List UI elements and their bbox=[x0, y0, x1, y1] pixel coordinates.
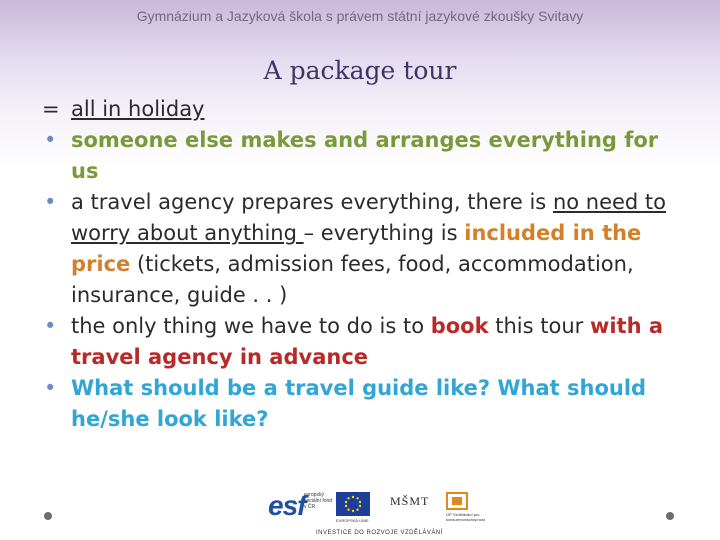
eu-caption: EVROPSKÁ UNIE bbox=[336, 518, 369, 523]
bullet-icon: • bbox=[44, 314, 57, 338]
list-item bbox=[44, 94, 684, 125]
item-text-part: the only thing we have to do is to bbox=[71, 314, 431, 338]
esf-logo bbox=[268, 490, 333, 526]
op-caption: OP Vzdělávání pro konkurenceschopnost bbox=[446, 512, 485, 522]
item-text: all in holiday bbox=[71, 97, 205, 121]
left-dot-decoration bbox=[44, 512, 52, 520]
item-text-part: a travel agency prepares everything, there is bbox=[71, 190, 553, 214]
item-text-highlight: included in the price bbox=[71, 221, 642, 276]
eu-flag-logo bbox=[336, 492, 370, 523]
msmt-logo-text: MŠMT bbox=[390, 494, 430, 508]
equals-marker: = bbox=[42, 97, 60, 121]
esf-caption: evropský sociální fond v ČR bbox=[304, 492, 333, 510]
msmt-logo bbox=[386, 488, 436, 528]
item-text: someone else makes and arranges everything for us bbox=[71, 128, 659, 183]
bullet-icon: • bbox=[44, 190, 57, 214]
item-text-part: – everything is bbox=[303, 221, 465, 245]
list-item bbox=[44, 187, 684, 311]
esf-logo-text: esf bbox=[268, 490, 306, 521]
funding-logos bbox=[268, 488, 688, 540]
op-vk-logo bbox=[446, 492, 490, 526]
item-text-part: this tour bbox=[488, 314, 590, 338]
header-school-name: Gymnázium a Jazyková škola s právem státní jazykové zkoušky Svitavy bbox=[136, 8, 584, 24]
bullet-icon: • bbox=[44, 376, 57, 400]
item-text-highlight: with a travel agency in advance bbox=[71, 314, 664, 369]
item-text-part: (tickets, admission fees, food, accommodation, insurance, guide . . ) bbox=[71, 252, 634, 307]
slide-title: A package tour bbox=[263, 56, 457, 85]
item-text-highlight: book bbox=[430, 314, 489, 338]
op-logo-icon bbox=[446, 492, 468, 510]
bullet-icon: • bbox=[44, 128, 57, 152]
item-text-underlined: no need to worry about anything bbox=[71, 190, 667, 245]
list-item bbox=[44, 373, 684, 435]
eu-stars-icon bbox=[336, 492, 370, 516]
bullet-list bbox=[44, 94, 684, 435]
list-item bbox=[44, 311, 684, 373]
list-item bbox=[44, 125, 684, 187]
item-text-question: What should be a travel guide like? What should he/she look like? bbox=[71, 376, 647, 431]
tagline: INVESTICE DO ROZVOJE VZDĚLÁVÁNÍ bbox=[316, 530, 443, 536]
